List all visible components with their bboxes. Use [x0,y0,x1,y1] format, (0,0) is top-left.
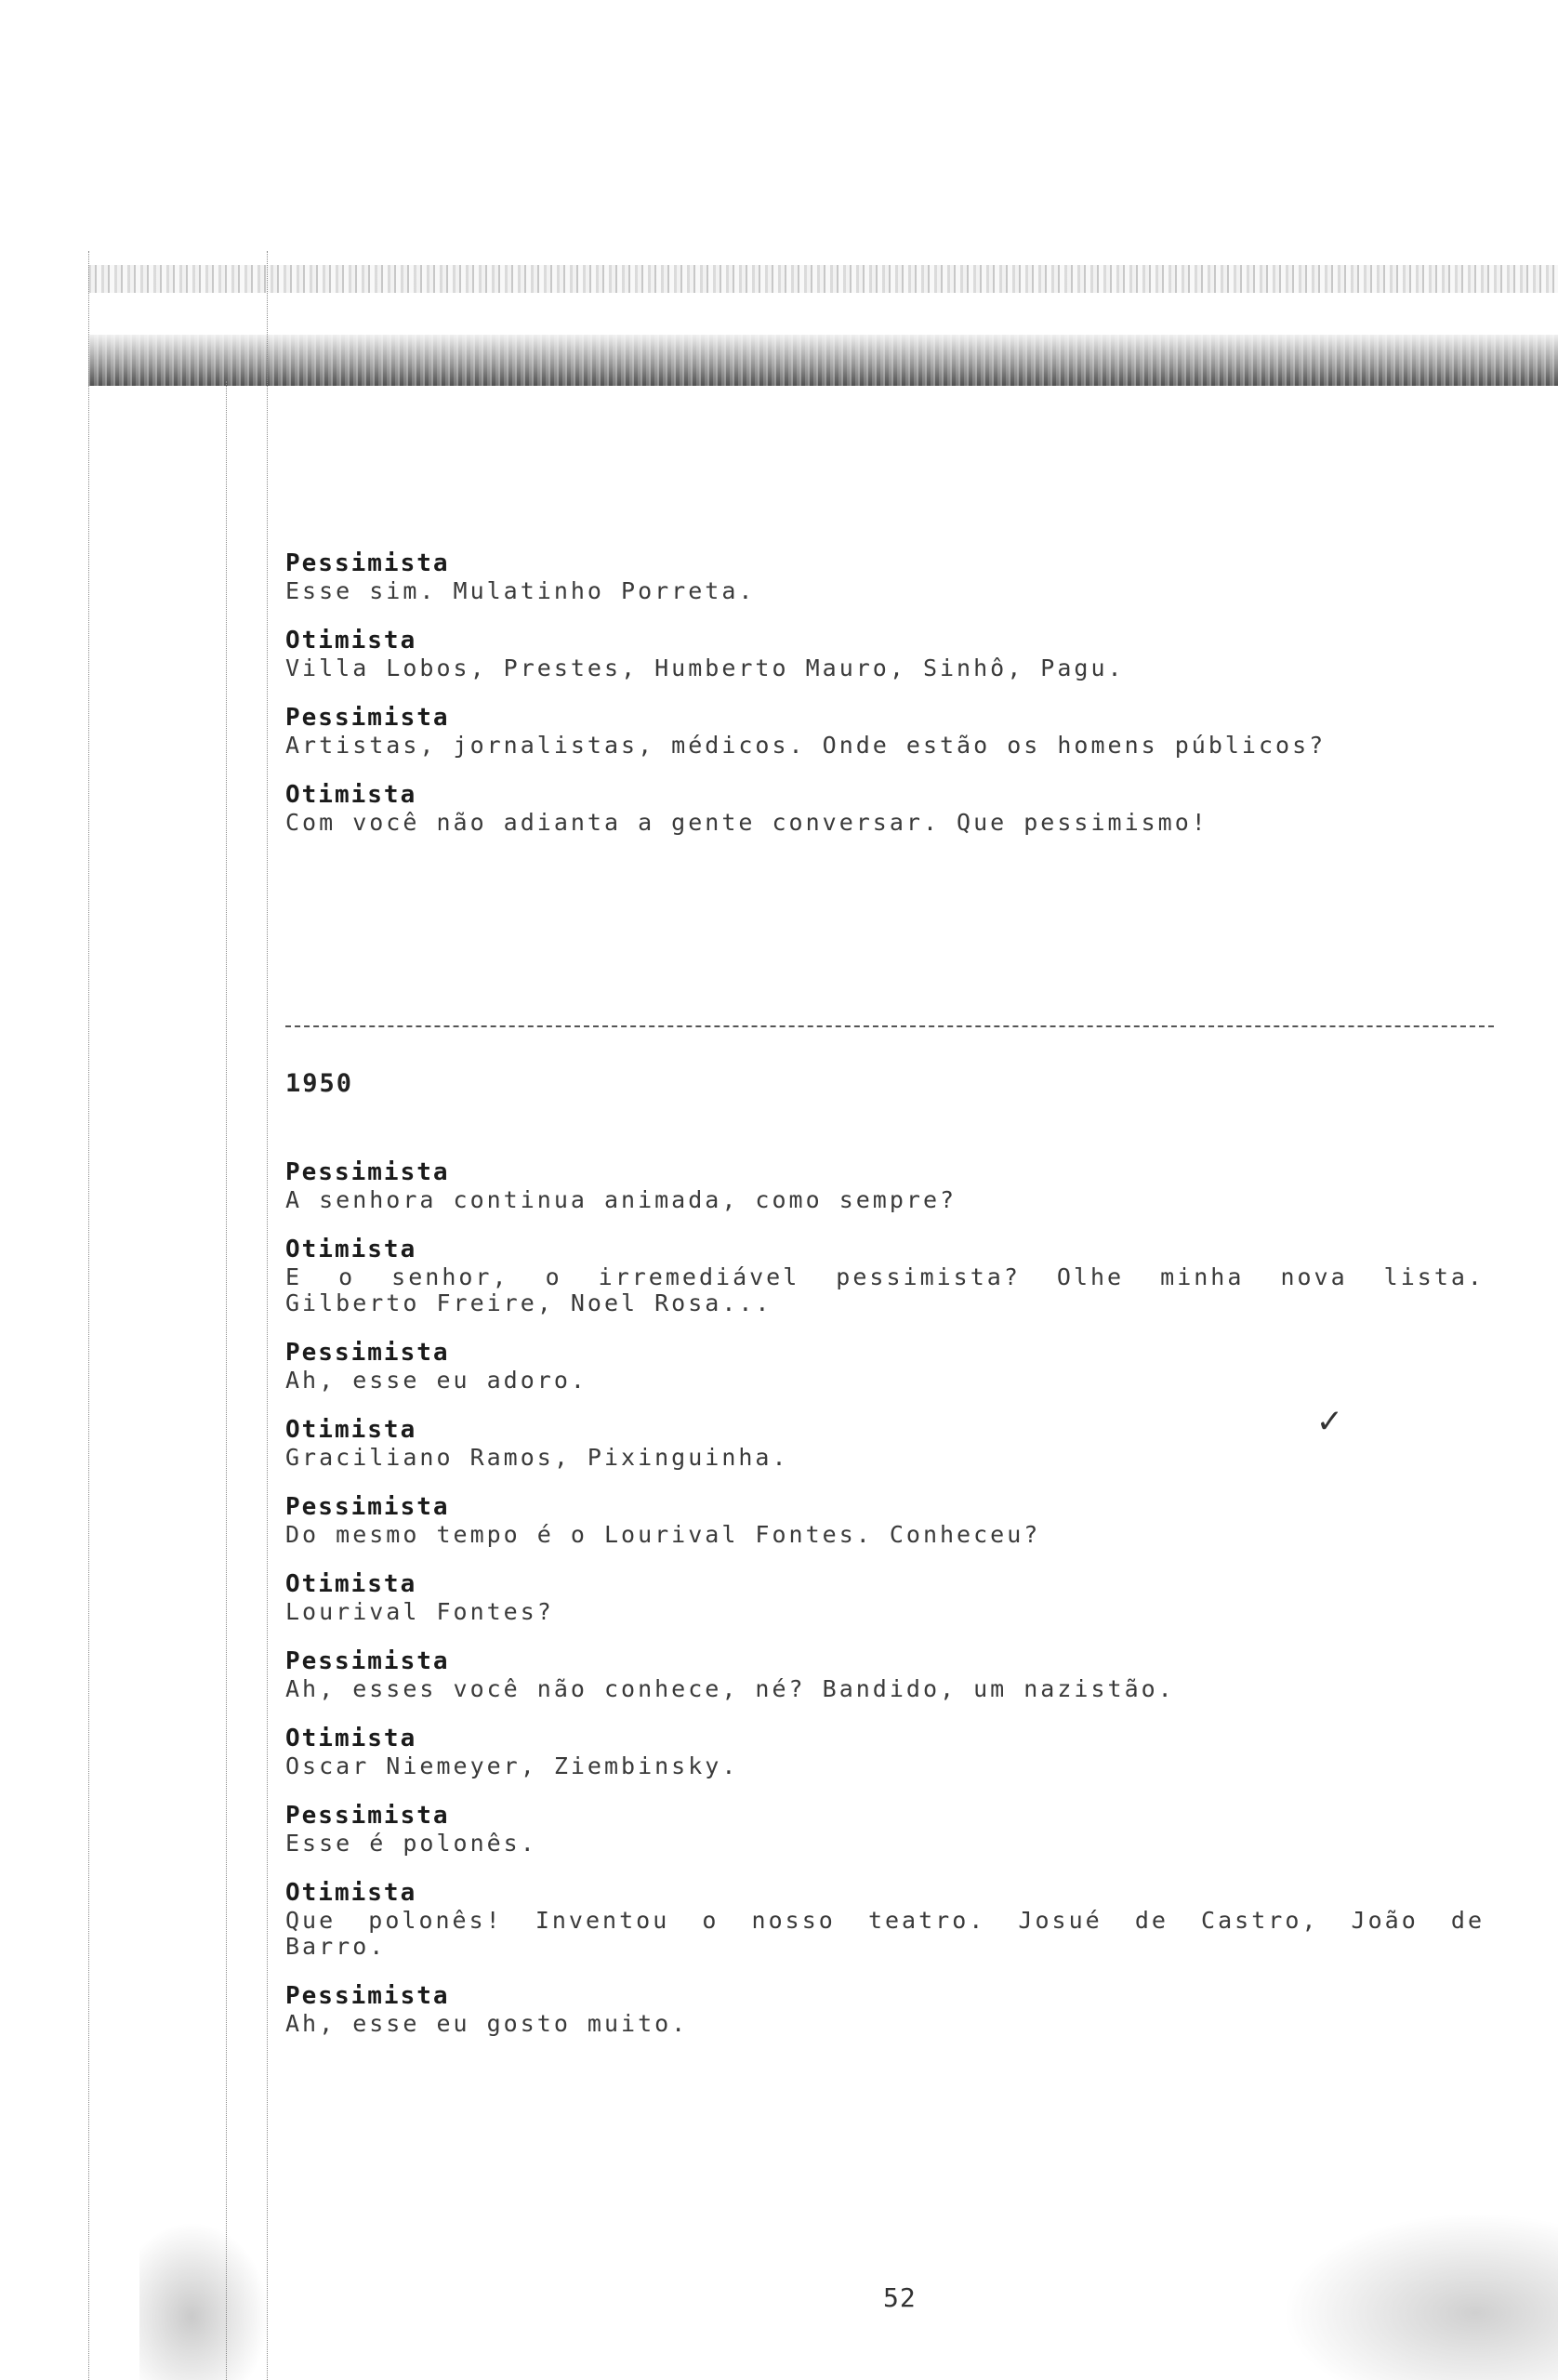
dialogue-entry [285,1415,1485,1471]
dialogue-line: Ah, esse eu adoro. [285,1367,588,1394]
speaker-name: Otimista [285,1725,417,1752]
margin-line-text [267,251,268,2380]
speaker-name: Pessimista [285,1982,450,2010]
dialogue-line: A senhora continua animada, como sempre? [285,1186,957,1213]
dialogue-entry [285,1338,1485,1394]
dialogue-line: Lourival Fontes? [285,1598,554,1625]
section-year: 1950 [285,1069,354,1098]
speaker-name: Pessimista [285,549,450,577]
dialogue-line: Esse é polonês. [285,1830,537,1857]
dialogue-entry [285,1157,1485,1213]
speaker-name: Otimista [285,1570,417,1598]
dialogue-line: Ah, esse eu gosto muito. [285,2010,689,2037]
speaker-name: Pessimista [285,1647,450,1675]
dialogue-entry [285,1878,1485,1960]
dialogue-line: Ah, esses você não conhece, né? Bandido, um nazistão. [285,1675,1175,1702]
dialogue-entry [285,626,1485,681]
speaker-name: Otimista [285,781,417,809]
dialogue-entry [285,549,1485,604]
scan-noise-bottom-left [139,2222,270,2380]
margin-line-inner [226,381,227,2380]
dialogue-entry [285,1569,1485,1625]
dialogue-line: E o senhor, o irremediável pessimista? Olhe minha nova lista. [285,1263,1485,1290]
dialogue-line: Oscar Niemeyer, Ziembinsky. [285,1752,739,1779]
speaker-name: Pessimista [285,1339,450,1367]
dialogue-section-2 [285,1157,1485,2058]
speaker-name: Pessimista [285,1493,450,1521]
dialogue-line: Villa Lobos, Prestes, Humberto Mauro, Sinhô, Pagu. [285,654,1125,681]
dialogue-entry [285,1492,1485,1548]
scan-noise-bottom-right [1283,2213,1558,2380]
checkmark-icon: ✓ [1318,1399,1341,1442]
dialogue-entry [285,1646,1485,1702]
speaker-name: Otimista [285,627,417,654]
dialogue-line: Com você não adianta a gente conversar. Que pessimismo! [285,809,1208,836]
section-divider [285,1025,1494,1027]
dialogue-entry [285,1981,1485,2037]
dialogue-entry [285,703,1485,759]
speaker-name: Otimista [285,1416,417,1444]
dialogue-line: Graciliano Ramos, Pixinguinha. [285,1444,789,1471]
margin-line-left [88,251,89,2380]
speaker-name: Otimista [285,1236,417,1263]
dialogue-line: Artistas, jornalistas, médicos. Onde estão os homens públicos? [285,732,1327,759]
scan-artifact-top [88,265,1558,293]
page-number: 52 [883,2282,917,2313]
scan-artifact-band [88,335,1558,386]
dialogue-entry [285,1724,1485,1779]
speaker-name: Pessimista [285,1158,450,1186]
dialogue-entry [285,1235,1485,1316]
dialogue-line: Gilberto Freire, Noel Rosa... [285,1289,772,1316]
speaker-name: Otimista [285,1879,417,1907]
dialogue-section-1 [285,549,1485,857]
speaker-name: Pessimista [285,1802,450,1830]
dialogue-line: Que polonês! Inventou o nosso teatro. Josué de Castro, João de [285,1907,1485,1934]
speaker-name: Pessimista [285,704,450,732]
dialogue-line: Do mesmo tempo é o Lourival Fontes. Conheceu? [285,1521,1041,1548]
dialogue-entry [285,780,1485,836]
dialogue-line: Barro. [285,1933,387,1960]
dialogue-entry [285,1801,1485,1857]
dialogue-line: Esse sim. Mulatinho Porreta. [285,577,756,604]
